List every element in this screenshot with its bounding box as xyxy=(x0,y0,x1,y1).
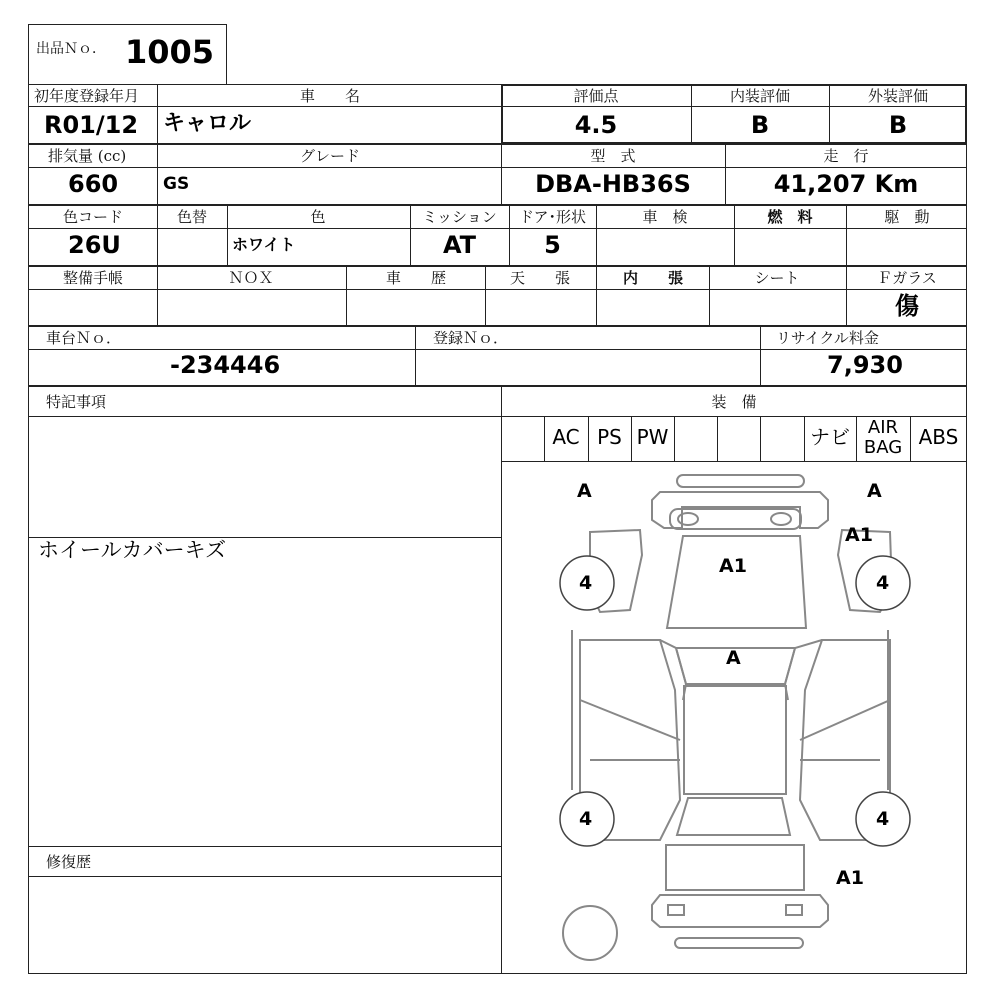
mark-front-right-corner: A xyxy=(867,480,882,502)
car-name-value: キャロル xyxy=(163,111,252,136)
displacement-value: 660 xyxy=(68,170,119,198)
car-name-label: 車 名 xyxy=(299,87,360,105)
exterior-score-value: B xyxy=(888,111,908,139)
mark-front-left-corner: A xyxy=(577,480,592,502)
special-notes-text: ホイールカバーキズ xyxy=(38,538,227,562)
mark-roof: A xyxy=(726,647,741,669)
door-value: 5 xyxy=(544,231,561,259)
lot-label: 出品Ｎｏ． xyxy=(36,41,106,57)
color-code-label: 色コード xyxy=(62,208,123,226)
score-value: 4.5 xyxy=(574,111,618,139)
score-label: 評価点 xyxy=(573,87,619,105)
fglass-value: 傷 xyxy=(895,291,919,320)
first-reg-value: R01/12 xyxy=(44,111,139,139)
equipment-label: 装 備 xyxy=(711,393,757,411)
color-label: 色 xyxy=(310,208,326,226)
equipment-airbag: AIR BAG xyxy=(863,417,903,458)
mark-windshield: A1 xyxy=(719,555,747,577)
fuel-label: 燃 料 xyxy=(767,208,813,226)
reg-no-label: 登録Ｎｏ． xyxy=(433,329,509,347)
drive-label: 駆 動 xyxy=(884,208,930,226)
tire-rear-left-label: 4 xyxy=(579,808,593,830)
equipment-navi: ナビ xyxy=(810,425,850,449)
mark-right-fender: A1 xyxy=(845,524,873,546)
transmission-value: AT xyxy=(442,231,477,259)
interior-score-label: 内装評価 xyxy=(729,87,790,105)
model-label: 型 式 xyxy=(590,147,636,165)
door-label: ドア･形状 xyxy=(518,208,587,226)
mark-rear-right: A1 xyxy=(836,867,864,889)
equipment-pw: PW xyxy=(636,425,669,449)
model-value: DBA-HB36S xyxy=(535,170,691,198)
interior-score-value: B xyxy=(750,111,770,139)
transmission-label: ミッション xyxy=(422,208,497,226)
mileage-label: 走 行 xyxy=(823,147,869,165)
recycle-value: 7,930 xyxy=(827,351,903,379)
displacement-label: 排気量 (cc) xyxy=(48,147,127,165)
inspection-label: 車 検 xyxy=(642,208,688,226)
grade-label: グレード xyxy=(299,147,360,165)
recycle-label: リサイクル料金 xyxy=(776,329,879,347)
repair-history-label: 修復歴 xyxy=(46,853,92,871)
exterior-score-label: 外装評価 xyxy=(867,87,928,105)
lot-number: 1005 xyxy=(125,33,215,71)
color-value: ホワイト xyxy=(232,235,296,254)
chassis-label: 車台Ｎｏ． xyxy=(46,329,122,347)
color-change-label: 色替 xyxy=(176,208,207,226)
fglass-label: Ｆガラス xyxy=(877,269,937,287)
tire-front-right-label: 4 xyxy=(876,572,890,594)
special-notes-label: 特記事項 xyxy=(46,393,107,411)
maintenance-label: 整備手帳 xyxy=(62,269,123,287)
equipment-abs: ABS xyxy=(918,425,959,449)
nox-label: ＮＯＸ xyxy=(228,269,274,287)
seat-label: シート xyxy=(754,269,800,287)
first-reg-label: 初年度登録年月 xyxy=(34,87,140,105)
tire-front-left-label: 4 xyxy=(579,572,593,594)
mileage-value: 41,207 Km xyxy=(773,170,919,198)
grade-value: GS xyxy=(163,174,190,194)
equipment-ac: AC xyxy=(552,425,580,449)
interior-trim-label: 内 張 xyxy=(622,269,683,287)
tire-rear-right-label: 4 xyxy=(876,808,890,830)
roof-label: 天 張 xyxy=(509,269,570,287)
history-label: 車 歴 xyxy=(385,269,446,287)
color-code-value: 26U xyxy=(68,231,121,259)
equipment-ps: PS xyxy=(597,425,622,449)
chassis-value: -234446 xyxy=(170,351,281,379)
